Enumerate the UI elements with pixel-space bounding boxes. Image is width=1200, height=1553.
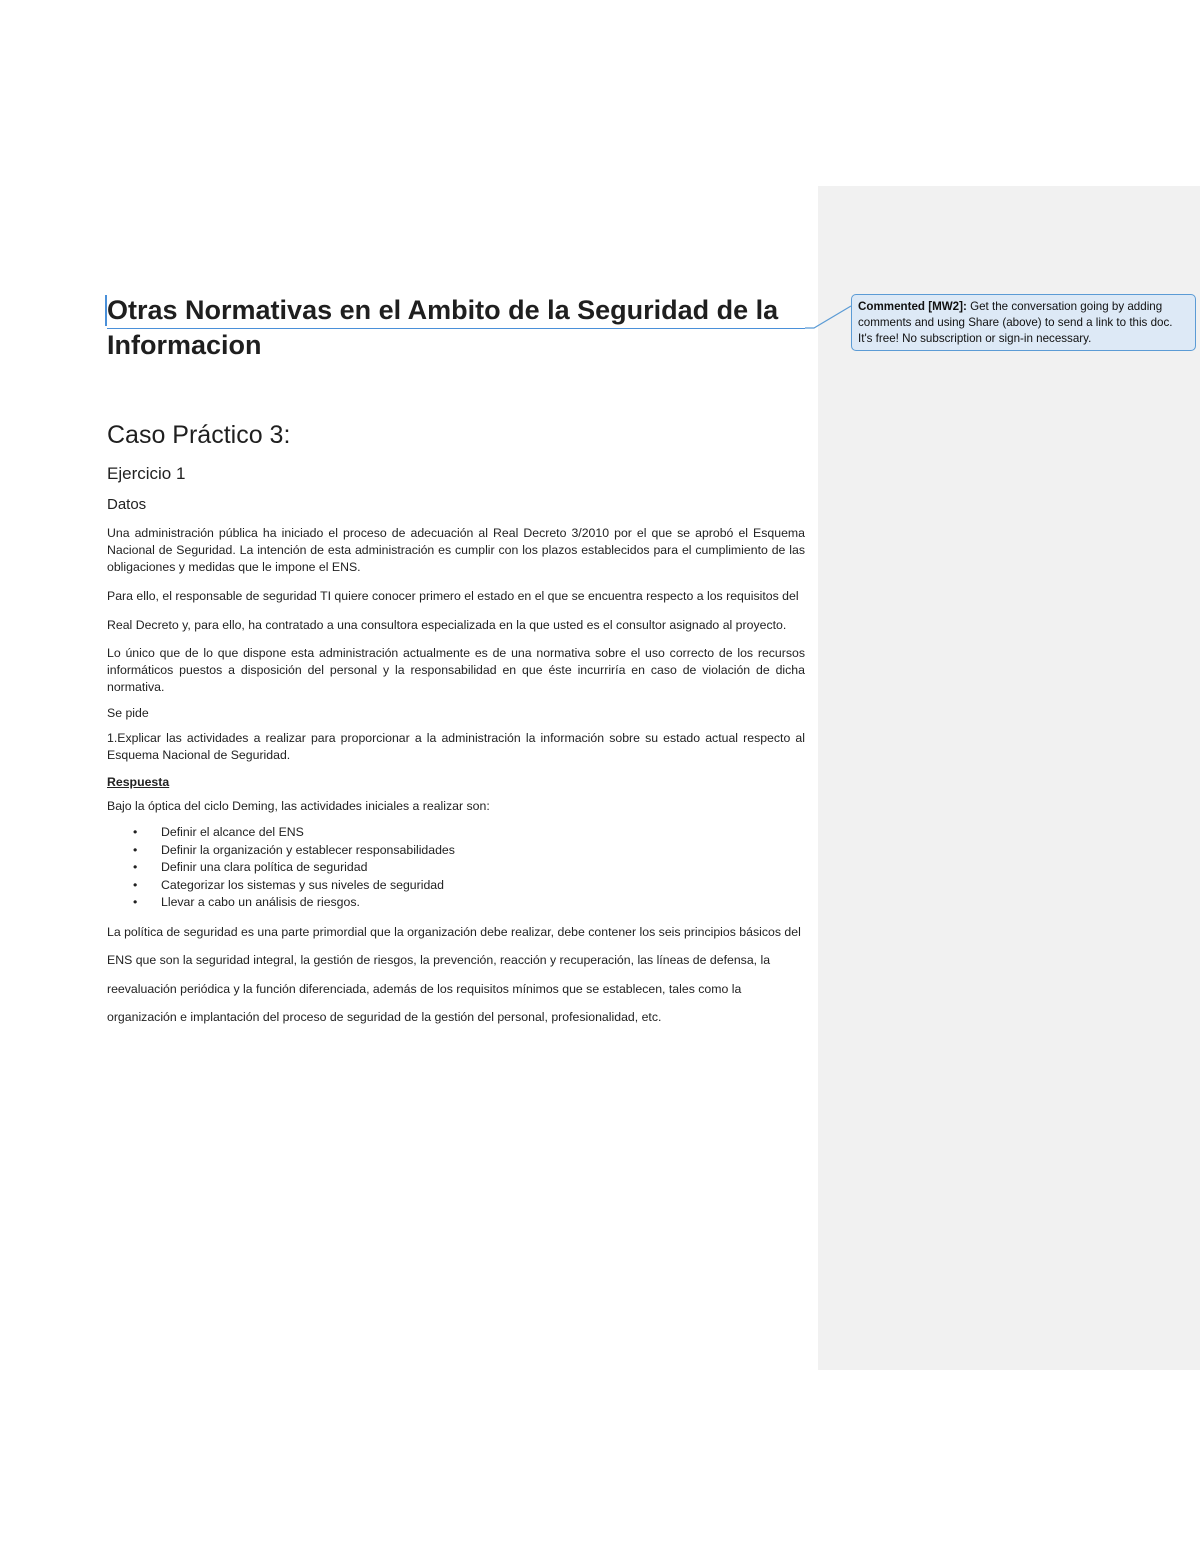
comment-balloon[interactable] (851, 294, 1196, 351)
closing-paragraph: La política de seguridad es una parte primordial que la organización debe realizar, debe contener los seis principios básicos del ENS que son la seguridad integral, la gestión de riesgos, la prevención, reacción y recuperación, las líneas de defensa, la reevaluación periódica y la función diferenciada, además de los requisitos mínimos que se establecen, tales como la organización e implantación del proceso de seguridad de la gestión del personal, profesionalidad, etc. (107, 924, 801, 1024)
list-item: • Categorizar los sistemas y sus niveles de seguridad (107, 877, 805, 895)
data-heading: Datos (107, 496, 147, 513)
se-pide-label: Se pide (107, 706, 149, 720)
list-item: • Definir el alcance del ENS (107, 824, 805, 842)
bullet-icon: • (133, 842, 138, 857)
comment-text: Get the conversation going by adding comments and using Share (above) to send a link to this doc. It's free! No subscription or sign-in necessary. (858, 300, 1173, 345)
paragraph-normativa: Lo único que de lo que dispone esta administración actualmente es de una normativa sobre el uso correcto de los recursos informáticos puestos a disposición del personal y la responsabilidad en que éste incurriría en caso de violación de dicha normativa. (107, 646, 805, 694)
document-body (107, 293, 805, 1032)
activities-list (107, 824, 805, 912)
document-title[interactable]: Otras Normativas en el Ambito de la Seguridad de la Informacion (107, 293, 805, 363)
list-item: • Definir la organización y establecer responsabilidades (107, 842, 805, 860)
bullet-icon: • (133, 895, 138, 909)
bullet-icon: • (133, 825, 138, 839)
comment-anchor-marker (105, 295, 107, 326)
question-text: 1.Explicar las actividades a realizar para proporcionar a la administración la información sobre su estado actual respecto al Esquema Nacional de Seguridad. (107, 731, 805, 762)
comment-author: Commented [MW2]: (858, 300, 967, 313)
comment-pane (818, 186, 1200, 1370)
comment-anchor-underline (107, 328, 805, 329)
list-item: • Llevar a cabo un análisis de riesgos. (107, 894, 805, 912)
paragraph-intro: Una administración pública ha iniciado el proceso de adecuación al Real Decreto 3/2010 por el que se aprobó el Esquema Nacional de Seguridad. La intención de esta administración es cumplir con los plazos establecidos para el cumplimiento de las obligaciones y medidas que le impone el ENS. (107, 526, 805, 574)
list-item: • Definir una clara política de seguridad (107, 859, 805, 877)
bullet-icon: • (133, 860, 138, 874)
respuesta-intro: Bajo la óptica del ciclo Deming, las actividades iniciales a realizar son: (107, 799, 490, 813)
paragraph-responsable: Para ello, el responsable de seguridad TI quiere conocer primero el estado en el que se encuentra respecto a los requisitos del Real Decreto y, para ello, ha contratado a una consultora especializada en la que usted es el consultor asignado al proyecto. (107, 589, 799, 632)
respuesta-label: Respuesta (107, 775, 170, 789)
case-heading: Caso Práctico 3: (107, 421, 291, 449)
exercise-heading: Ejercicio 1 (107, 464, 186, 483)
bullet-icon: • (133, 877, 138, 892)
